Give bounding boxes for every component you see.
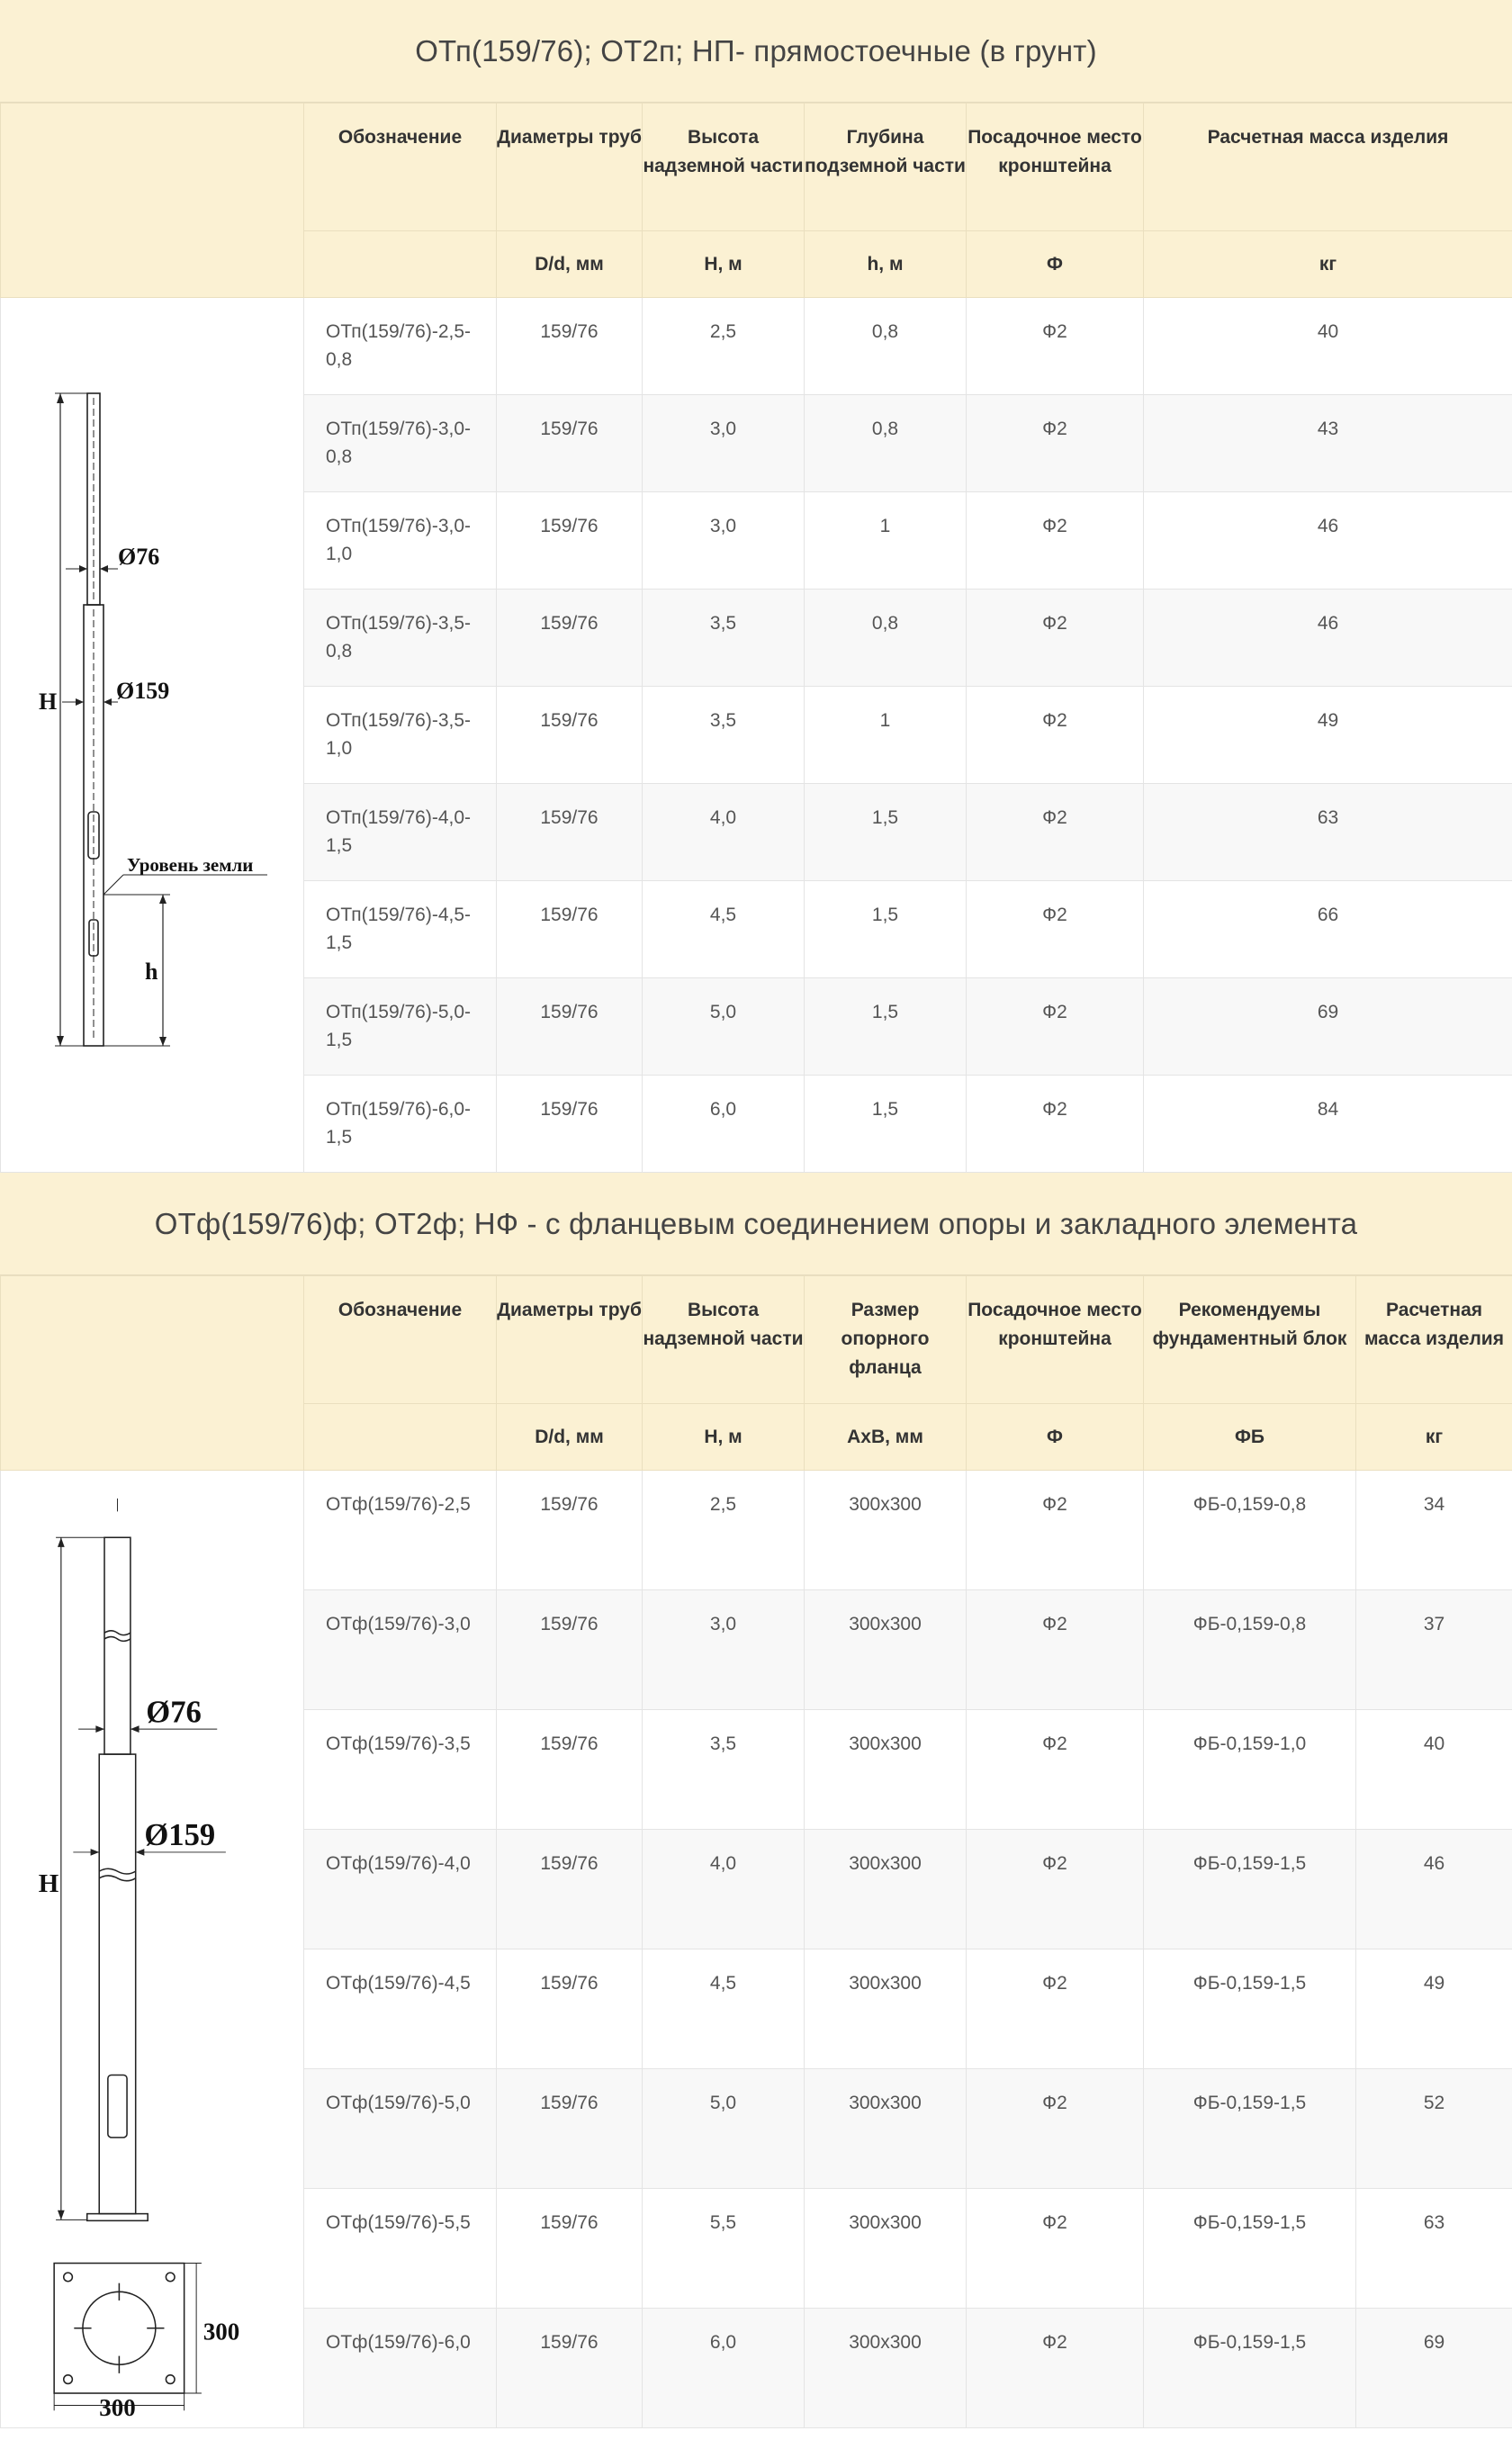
cell-designation: ОТф(159/76)-3,0 — [304, 1590, 497, 1710]
table-cell: Ф2 — [967, 1710, 1144, 1830]
table-cell: Ф2 — [967, 784, 1144, 881]
table-cell: 1,5 — [805, 784, 967, 881]
table-cell: Ф2 — [967, 2189, 1144, 2309]
table-cell: 52 — [1356, 2069, 1512, 2189]
table-cell: Ф2 — [967, 978, 1144, 1076]
unit-mass: кг — [1356, 1404, 1512, 1471]
table-cell: ФБ-0,159-0,8 — [1144, 1471, 1356, 1590]
header-bracket: Посадочное место кронштейна — [967, 1276, 1144, 1404]
table-direct-pole — [0, 103, 1512, 1173]
table-cell: 3,0 — [643, 1590, 805, 1710]
table-cell: 5,0 — [643, 978, 805, 1076]
table-cell: 5,0 — [643, 2069, 805, 2189]
table-cell: 3,5 — [643, 1710, 805, 1830]
unit-flange-size: АхВ, мм — [805, 1404, 967, 1471]
header-diameters: Диаметры труб — [497, 1276, 643, 1404]
cell-designation: ОТп(159/76)-2,5-0,8 — [304, 298, 497, 395]
table-cell: 159/76 — [497, 298, 643, 395]
drawing1-d76: Ø76 — [118, 544, 160, 570]
table-cell: ФБ-0,159-1,5 — [1144, 1949, 1356, 2069]
table-cell: 159/76 — [497, 1710, 643, 1830]
header-mass: Расчетная масса изделия — [1356, 1276, 1512, 1404]
table-cell: 40 — [1144, 298, 1512, 395]
table-cell: 6,0 — [643, 2309, 805, 2428]
table-cell: 46 — [1356, 1830, 1512, 1949]
table-cell: 63 — [1144, 784, 1512, 881]
header-height: Высота надземной части — [643, 104, 805, 231]
table-cell: 37 — [1356, 1590, 1512, 1710]
header-bracket: Посадочное место кронштейна — [967, 104, 1144, 231]
table-cell: 159/76 — [497, 2189, 643, 2309]
table-cell: 0,8 — [805, 590, 967, 687]
header-designation: Обозначение — [304, 104, 497, 231]
unit-height: H, м — [643, 1404, 805, 1471]
table-cell: 159/76 — [497, 2309, 643, 2428]
table-cell: 1,5 — [805, 1076, 967, 1173]
table-cell: 66 — [1144, 881, 1512, 978]
table-cell: 159/76 — [497, 395, 643, 492]
table-cell: 3,0 — [643, 492, 805, 590]
cell-designation: ОТп(159/76)-4,5-1,5 — [304, 881, 497, 978]
table-cell: 0,8 — [805, 298, 967, 395]
table-cell: 2,5 — [643, 1471, 805, 1590]
table-cell: 159/76 — [497, 1830, 643, 1949]
table-flange-pole — [0, 1275, 1512, 2428]
table-cell: Ф2 — [967, 687, 1144, 784]
header-blank — [1, 1276, 304, 1471]
drawing2-d76: Ø76 — [146, 1695, 202, 1730]
drawing1-H: H — [39, 689, 58, 715]
table-cell: Ф2 — [967, 1590, 1144, 1710]
table-cell: 159/76 — [497, 1590, 643, 1710]
cell-designation: ОТф(159/76)-4,5 — [304, 1949, 497, 2069]
unit-depth: h, м — [805, 231, 967, 298]
table-cell: 300х300 — [805, 1590, 967, 1710]
table-cell: ФБ-0,159-1,5 — [1144, 2189, 1356, 2309]
cell-designation: ОТп(159/76)-5,0-1,5 — [304, 978, 497, 1076]
table-cell: 300х300 — [805, 2309, 967, 2428]
drawing2-h300: 300 — [202, 2318, 240, 2345]
table-cell: 2,5 — [643, 298, 805, 395]
table-cell: 69 — [1144, 978, 1512, 1076]
section2-title: ОТф(159/76)ф; ОТ2ф; НФ - с фланцевым соединением опоры и закладного элемента — [0, 1173, 1512, 1275]
cell-designation: ОТф(159/76)-5,5 — [304, 2189, 497, 2309]
drawing2-H: H — [38, 1869, 59, 1899]
cell-designation: ОТп(159/76)-4,0-1,5 — [304, 784, 497, 881]
unit-height: H, м — [643, 231, 805, 298]
cell-designation: ОТф(159/76)-4,0 — [304, 1830, 497, 1949]
table-cell: 3,5 — [643, 687, 805, 784]
drawing-cell — [1, 298, 304, 1173]
cell-designation: ОТп(159/76)-3,5-0,8 — [304, 590, 497, 687]
cell-designation: ОТф(159/76)-5,0 — [304, 2069, 497, 2189]
header-foundation: Рекомендуемы фундаментный блок — [1144, 1276, 1356, 1404]
table-cell: 84 — [1144, 1076, 1512, 1173]
cell-designation: ОТп(159/76)-6,0-1,5 — [304, 1076, 497, 1173]
table-cell: 46 — [1144, 590, 1512, 687]
unit-mass: кг — [1144, 231, 1512, 298]
drawing1-h: h — [145, 959, 158, 985]
table-cell: ФБ-0,159-1,0 — [1144, 1710, 1356, 1830]
header-height: Высота надземной части — [643, 1276, 805, 1404]
table-cell: ФБ-0,159-1,5 — [1144, 2069, 1356, 2189]
table-cell: Ф2 — [967, 492, 1144, 590]
table-cell: 300х300 — [805, 1830, 967, 1949]
unit-blank — [304, 231, 497, 298]
unit-diameters: D/d, мм — [497, 1404, 643, 1471]
table-cell: 4,0 — [643, 784, 805, 881]
table-cell: Ф2 — [967, 590, 1144, 687]
table-cell: 159/76 — [497, 492, 643, 590]
drawing1-ground: Уровень земли — [127, 854, 254, 876]
table-cell: 300х300 — [805, 1710, 967, 1830]
table-cell: 300х300 — [805, 2189, 967, 2309]
header-flange-size: Размер опорного фланца — [805, 1276, 967, 1404]
table-cell: 43 — [1144, 395, 1512, 492]
header-blank — [1, 104, 304, 298]
table-cell: 34 — [1356, 1471, 1512, 1590]
table-cell: 6,0 — [643, 1076, 805, 1173]
unit-blank — [304, 1404, 497, 1471]
table-cell: 40 — [1356, 1710, 1512, 1830]
drawing2-d159: Ø159 — [144, 1818, 216, 1853]
unit-foundation: ФБ — [1144, 1404, 1356, 1471]
drawing2-w300: 300 — [99, 2394, 136, 2417]
table-cell: 159/76 — [497, 687, 643, 784]
unit-diameters: D/d, мм — [497, 231, 643, 298]
cell-designation: ОТп(159/76)-3,5-1,0 — [304, 687, 497, 784]
direct-pole-drawing — [8, 344, 296, 1118]
table-cell: 3,0 — [643, 395, 805, 492]
table-cell: 63 — [1356, 2189, 1512, 2309]
table-cell: 159/76 — [497, 978, 643, 1076]
table-cell: 1 — [805, 492, 967, 590]
flange-pole-drawing — [4, 1472, 301, 2417]
table-cell: 159/76 — [497, 881, 643, 978]
cell-designation: ОТф(159/76)-2,5 — [304, 1471, 497, 1590]
table-cell: 49 — [1356, 1949, 1512, 2069]
header-diameters: Диаметры труб — [497, 104, 643, 231]
header-mass: Расчетная масса изделия — [1144, 104, 1512, 231]
cell-designation: ОТф(159/76)-6,0 — [304, 2309, 497, 2428]
table-cell: 46 — [1144, 492, 1512, 590]
table-cell: 159/76 — [497, 590, 643, 687]
header-designation: Обозначение — [304, 1276, 497, 1404]
section1-title: ОТп(159/76); ОТ2п; НП- прямостоечные (в грунт) — [0, 0, 1512, 103]
table-cell: 3,5 — [643, 590, 805, 687]
table-cell: 0,8 — [805, 395, 967, 492]
table-cell: Ф2 — [967, 1076, 1144, 1173]
table-cell: 49 — [1144, 687, 1512, 784]
table-cell: Ф2 — [967, 881, 1144, 978]
table-cell: Ф2 — [967, 298, 1144, 395]
table-cell: 1,5 — [805, 881, 967, 978]
table-cell: 300х300 — [805, 1471, 967, 1590]
table-cell: 159/76 — [497, 2069, 643, 2189]
table-cell: 159/76 — [497, 1471, 643, 1590]
table-cell: 159/76 — [497, 1076, 643, 1173]
table-cell: 4,5 — [643, 1949, 805, 2069]
table-cell: Ф2 — [967, 1471, 1144, 1590]
header-depth: Глубина подземной части — [805, 104, 967, 231]
table-row — [1, 1471, 1512, 1590]
cell-designation: ОТп(159/76)-3,0-0,8 — [304, 395, 497, 492]
table-cell: 5,5 — [643, 2189, 805, 2309]
table-cell: ФБ-0,159-0,8 — [1144, 1590, 1356, 1710]
table-cell: Ф2 — [967, 2309, 1144, 2428]
table-cell: 1 — [805, 687, 967, 784]
table-cell: ФБ-0,159-1,5 — [1144, 2309, 1356, 2428]
cell-designation: ОТп(159/76)-3,0-1,0 — [304, 492, 497, 590]
cell-designation: ОТф(159/76)-3,5 — [304, 1710, 497, 1830]
table-cell: Ф2 — [967, 395, 1144, 492]
unit-bracket: Ф — [967, 1404, 1144, 1471]
table-cell: 159/76 — [497, 784, 643, 881]
table-row — [1, 298, 1512, 395]
drawing-cell — [1, 1471, 304, 2428]
table-cell: 300х300 — [805, 2069, 967, 2189]
table-cell: 1,5 — [805, 978, 967, 1076]
table-cell: ФБ-0,159-1,5 — [1144, 1830, 1356, 1949]
table-cell: 69 — [1356, 2309, 1512, 2428]
table-cell: 4,5 — [643, 881, 805, 978]
table-cell: 300х300 — [805, 1949, 967, 2069]
table-cell: Ф2 — [967, 2069, 1144, 2189]
table-cell: Ф2 — [967, 1830, 1144, 1949]
table-cell: 4,0 — [643, 1830, 805, 1949]
drawing1-d159: Ø159 — [116, 678, 170, 704]
table-cell: 159/76 — [497, 1949, 643, 2069]
unit-bracket: Ф — [967, 231, 1144, 298]
table-cell: Ф2 — [967, 1949, 1144, 2069]
